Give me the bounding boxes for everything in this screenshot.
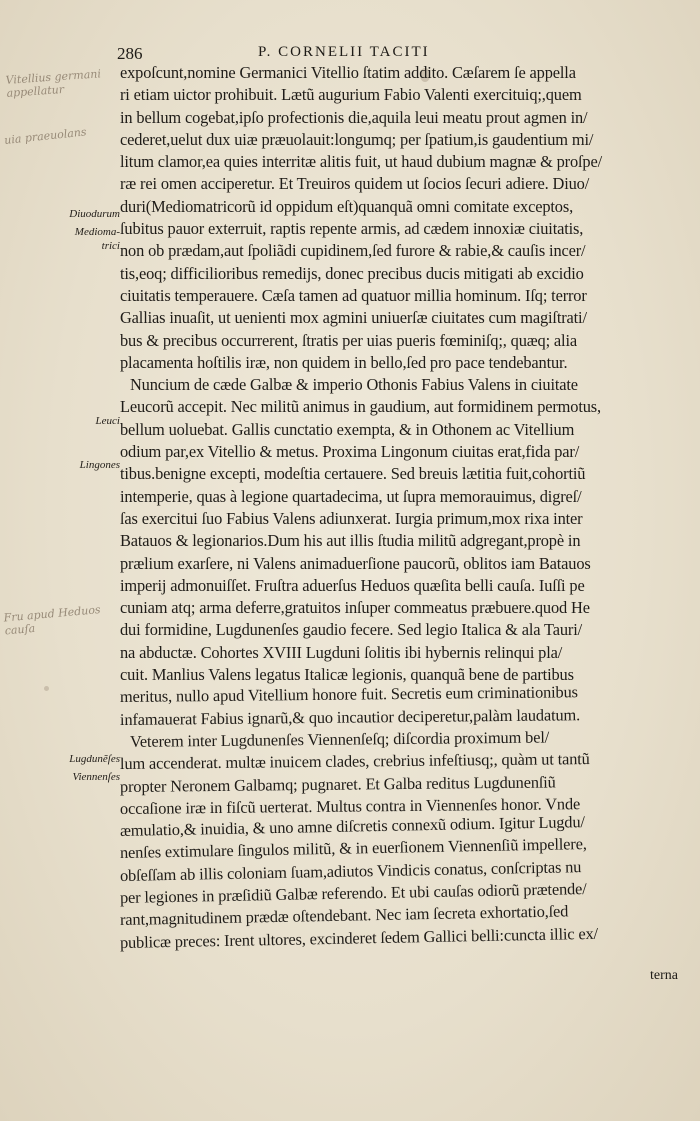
ink-stain — [44, 686, 49, 691]
sidenote-lingones: Lingones — [79, 459, 120, 471]
catchword: terna — [650, 968, 678, 983]
text-line: bellum uoluebat. Gallis cunctatio exempta, & in Othonem ac Vitellium — [120, 419, 575, 439]
text-line: bus & precibus occurrerent, ſtratis per uias pueris fœminiſq;, quæq; alia — [120, 330, 577, 350]
text-line: ciuitatis temperauere. Cæſa tamen ad quatuor millia hominum. Iſq; terror — [120, 285, 587, 305]
text-line: per legiones in præſidiũ Galbæ referendo. Et ubi cauſas odiorũ prætende/ — [119, 879, 587, 907]
handwritten-annotation: Vitellius germani appellatur — [5, 67, 102, 100]
text-line: propter Neronem Galbamq; pugnaret. Et Galba reditus Lugdunenſiũ — [119, 771, 556, 796]
text-line: Gallias inuaſit, ut uenienti mox agmini uniuerſæ ciuitates cum magiſtrati/ — [120, 308, 587, 328]
text-line: cuniam atq; arma deferre,gratuitos inſuper commeatus præbuere.quod He — [120, 598, 590, 618]
text-line: litum clamor,ea quies interritæ alitis fuit, ut haud dubium magnæ & proſpe/ — [120, 152, 603, 172]
text-line: ſas exercitui ſuo Fabius Valens adiunxerat. Iurgia primum,mox rixa inter — [120, 508, 583, 528]
text-line: ſubitus pauor exterruit, raptis repente armis, ad cædem innoxiæ ciuitatis, — [120, 219, 584, 239]
text-line: tibus.benigne excepti, modeſtia certauere. Sed breuis lætitia fuit,cohortiũ — [120, 464, 586, 484]
text-line: Veterem inter Lugdunenſes Viennenſeſq; diſcordia proximum bel/ — [129, 727, 550, 751]
text-line: prælium exarſere, ni Valens animaduerſione paucorũ, oblitos iam Batauos — [120, 553, 591, 573]
text-line: meritus, nullo apud Vitellium honore fuit. Secretis eum criminationibus — [119, 682, 578, 707]
text-line: ri etiam uictor prohibuit. Lætũ augurium Fabio Valenti exercituiq;,quem — [120, 85, 582, 105]
text-line: dui formidine, Lugdunenſes gaudio fecere. Sed legio Italica & ala Tauri/ — [120, 620, 583, 640]
sidenote-leuci: Leuci — [95, 415, 120, 427]
sidenote-diuodurum: Diuodurum — [69, 208, 120, 220]
text-line: intemperie, quas à legione quartadecima, ut ſupra memorauimus, digreſ/ — [120, 486, 582, 506]
text-line: obſeſſam ab illis coloniam ſuam,adiutos Vindicis conatus, conſcriptas nu — [119, 856, 582, 885]
handwritten-annotation: Fru apud Heduos cauſa — [3, 603, 102, 638]
text-line: tis,eoq; difficilioribus remedijs, donec precibus ducis mitigati ab excidio — [120, 263, 584, 283]
text-line: cuit. Manlius Valens legatus Italicæ legionis, quanquã bene de partibus — [120, 665, 574, 685]
text-line: lum accenderat. multæ inuicem clades, crebrius infeſtiusq;, quàm ut tantũ — [119, 749, 590, 774]
text-line: æmulatio,& inuidia, & uno amne diſcretis connexũ odium. Igitur Lugdu/ — [119, 812, 586, 841]
text-block — [120, 62, 680, 954]
text-line: occaſione iræ in fiſcũ uerterat. Multus contra in Viennenſes honor. Vnde — [119, 793, 581, 818]
page-number: 286 — [117, 44, 143, 63]
text-line: in bellum cogebat,ipſo profectionis die,aquila leui meatu prout agmen in/ — [120, 107, 588, 127]
sidenote-viennenses: Viennenſes — [72, 771, 120, 783]
text-line: Nuncium de cæde Galbæ & imperio Othonis Fabius Valens in ciuitate — [130, 375, 578, 395]
text-line: infamauerat Fabius ignarũ,& quo incautior deciperetur,palàm laudatum. — [119, 704, 581, 729]
sidenote-mediomatrici: Medioma- trici — [74, 226, 120, 252]
text-line: imperij admonuiſſet. Fruſtra aduerſus Heduos quæſita belli cauſa. Iuſſi pe — [120, 575, 585, 595]
running-head: P. CORNELII TACITI — [258, 44, 430, 60]
text-line: non ob prædam,aut ſpoliãdi cupidinem,ſed furore & rabie,& cauſis incer/ — [120, 241, 586, 261]
sidenote-lugdunenses: Lugdunẽſes — [69, 753, 120, 765]
handwritten-annotation: uia praeuolans — [3, 125, 88, 147]
text-line: expoſcunt,nomine Germanici Vitellio ſtatim addito. Cæſarem ſe appella — [120, 63, 576, 82]
text-line: Batauos & legionarios.Dum his aut illis ſtudia militũ adgregant,propè in — [120, 531, 581, 551]
text-line: na abductæ. Cohortes XVIII Lugduni ſolitis ibi hybernis relinqui pla/ — [120, 642, 563, 662]
text-line: nenſes extimulare ſingulos militũ, & in euerſionem Viennenſiũ impellere, — [119, 834, 587, 863]
text-line: rant,magnitudinem prædæ oſtendebant. Nec iam ſecreta exhortatio,ſed — [119, 901, 569, 930]
text-line: ræ rei omen acciperetur. Et Treuiros quidem ut ſocios ſecuri adiere. Diuo/ — [120, 174, 590, 194]
text-line: duri(Mediomatricorũ id oppidum eſt)quanquã omni comitate exceptos, — [120, 196, 574, 216]
text-line: publicæ preces: Irent ultores, excinderet ſedem Gallici belli:cuncta illic ex/ — [119, 923, 599, 952]
text-line: odium par,ex Vitellio & metus. Proxima Lingonum ciuitas erat,fida par/ — [120, 442, 580, 462]
text-line: placamenta hoſtilis iræ, non quidem in bello,ſed pro pace tendebantur. — [120, 352, 568, 372]
text-line: Leucorũ accepit. Nec militũ animus in gaudium, aut formidinem permotus, — [120, 397, 601, 417]
text-line: cederet,uelut dux uiæ præuolauit:longumq; per ſpatium,is gaudentium mi/ — [120, 129, 594, 149]
